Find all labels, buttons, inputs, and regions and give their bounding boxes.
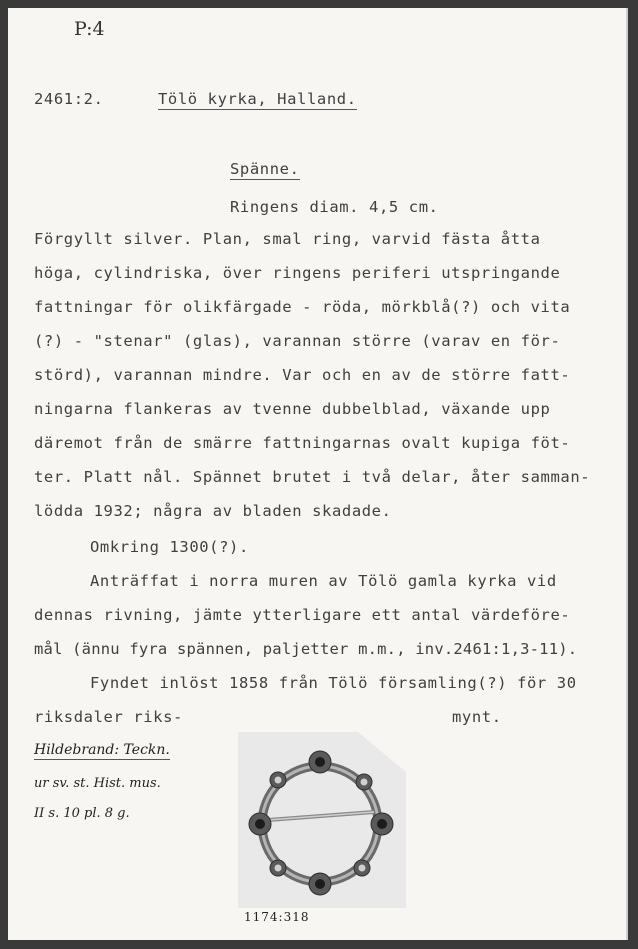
corner-note: P:4 [74,18,105,40]
description-line: (?) - "stenar" (glas), varannan större (varav en för- [34,332,561,350]
handwritten-reference: Hildebrand: Teckn. [34,742,170,758]
brooch-photo [238,732,406,908]
description-line: höga, cylindriska, över ringens periferi utspringande [34,264,561,282]
catalog-card [8,8,628,940]
description-line: däremot från de smärre fattningarnas ovalt kupiga föt- [34,434,571,452]
purchase-line-right: mynt. [452,708,502,726]
purchase-line-left: riksdaler riks- [34,708,183,726]
photo-caption: 1174:318 [244,910,310,924]
description-line: lödda 1932; några av bladen skadade. [34,502,392,520]
find-line: dennas rivning, jämte ytterligare ett antal värdeföre- [34,606,571,624]
object-title: Spänne. [230,160,300,178]
dimension-line: Ringens diam. 4,5 cm. [230,198,439,216]
brooch-illustration [238,732,406,908]
handwritten-reference: ur sv. st. Hist. mus. [34,776,161,791]
purchase-line: Fyndet inlöst 1858 från Tölö församling(?) för 30 [90,674,577,692]
description-line: ter. Platt nål. Spännet brutet i två delar, åter samman- [34,468,591,486]
description-line: störd), varannan mindre. Var och en av de större fatt- [34,366,571,384]
handwritten-reference: II s. 10 pl. 8 g. [34,806,130,821]
description-line: ningarna flankeras av tvenne dubbelblad, växande upp [34,400,551,418]
dating-line: Omkring 1300(?). [90,538,249,556]
location-heading: Tölö kyrka, Halland. [158,90,357,108]
description-line: fattningar för olikfärgade - röda, mörkblå(?) och vita [34,298,571,316]
find-line: mål (ännu fyra spännen, paljetter m.m., inv.2461:1,3-11). [34,640,578,658]
description-line: Förgyllt silver. Plan, smal ring, varvid fästa åtta [34,230,541,248]
inventory-number: 2461:2. [34,90,104,108]
find-line: Anträffat i norra muren av Tölö gamla kyrka vid [90,572,557,590]
